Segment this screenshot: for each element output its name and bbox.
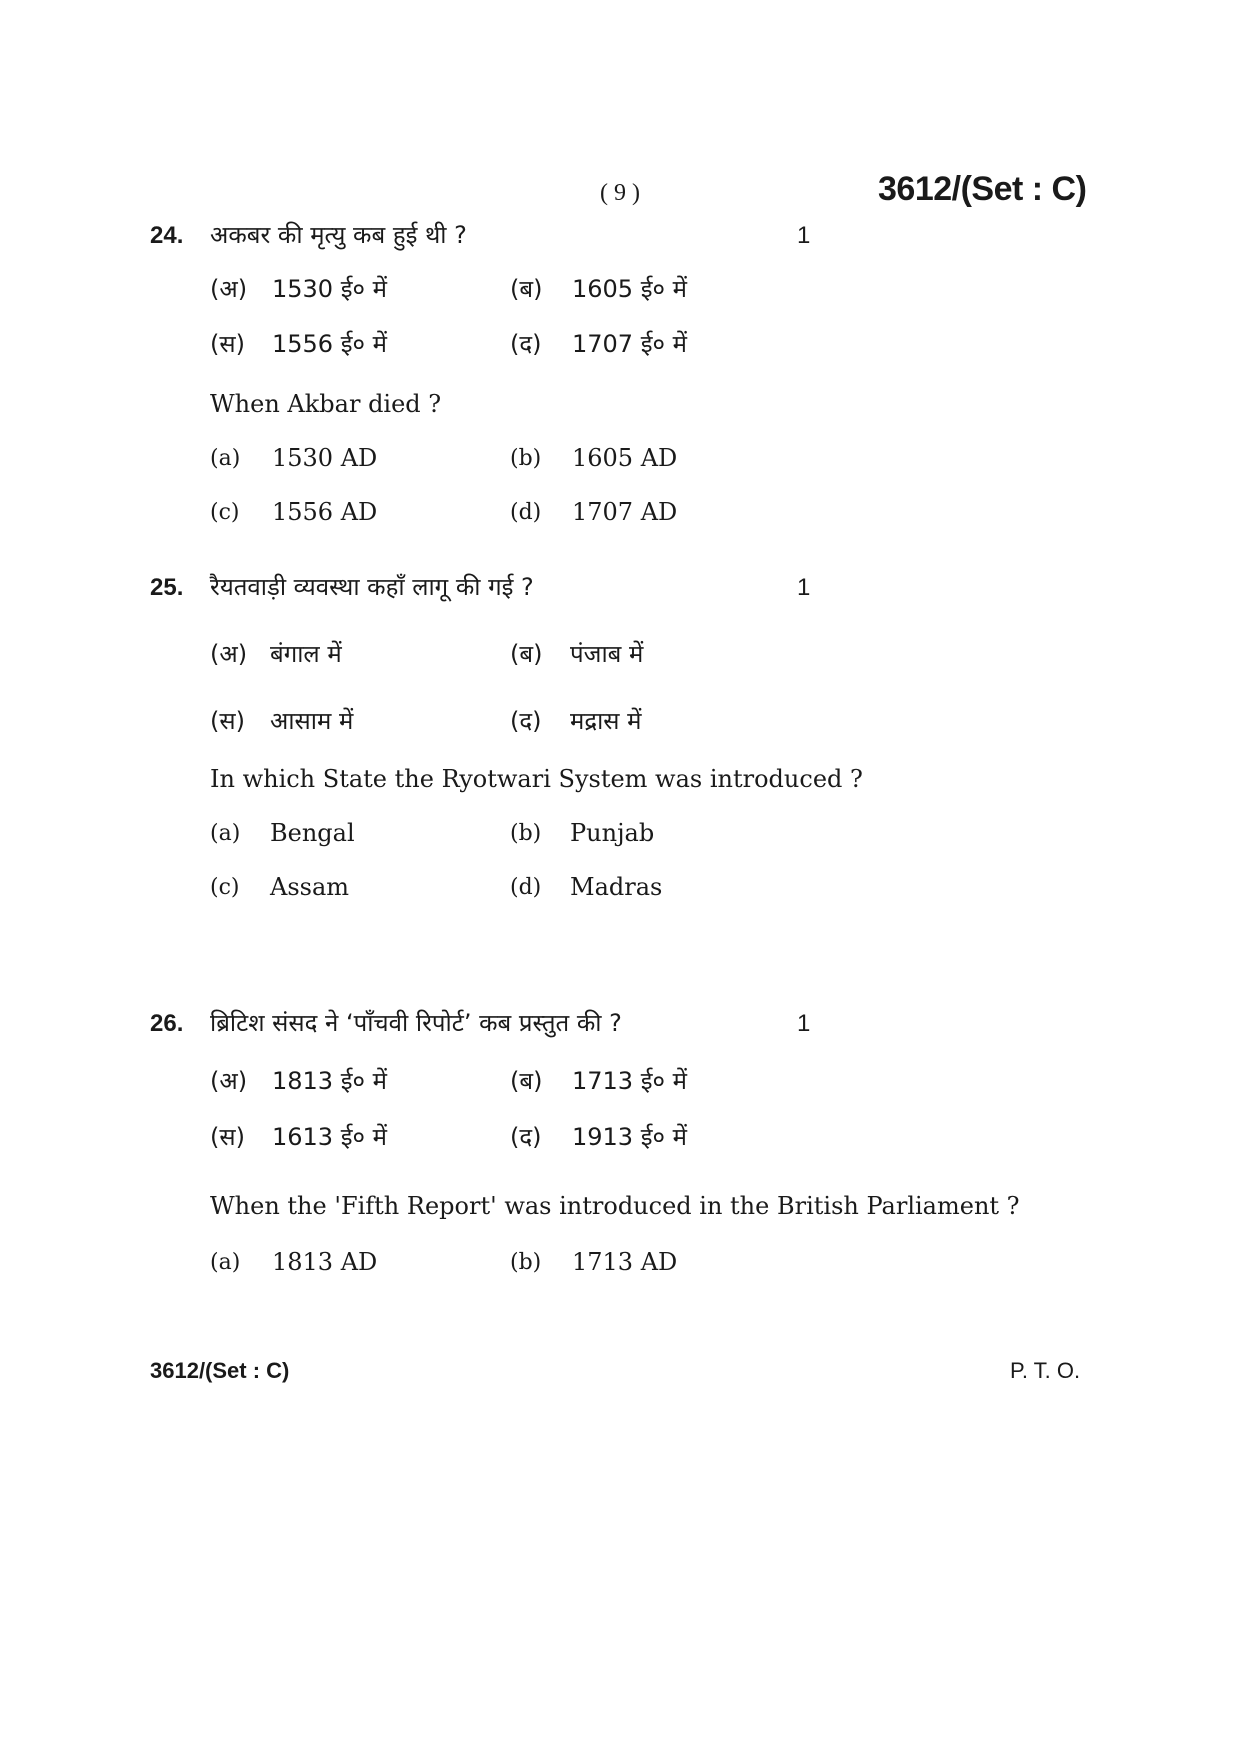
q26-hi-option-b-label: (ब) (510, 1067, 543, 1095)
q24-en-option-a-label: (a) (210, 446, 241, 471)
q25-en-option-a-label: (a) (210, 821, 241, 846)
q25-en-option-a-text: Bengal (270, 819, 355, 847)
question-25-number: 25. (150, 574, 184, 601)
question-26-english-text: When the 'Fifth Report' was introduced in the British Parliament ? (210, 1192, 1020, 1220)
q25-hi-option-b-label: (ब) (510, 640, 543, 668)
q24-hi-option-c-label: (स) (210, 330, 245, 358)
page-number: ( 9 ) (600, 180, 640, 206)
q26-hi-option-b-text: 1713 ई० में (572, 1067, 687, 1095)
question-25-hindi-text: रैयतवाड़ी व्यवस्था कहाँ लागू की गई ? (210, 573, 534, 601)
question-24-marks: 1 (797, 222, 811, 249)
q24-hi-option-b-label: (ब) (510, 275, 543, 303)
q25-hi-option-c-label: (स) (210, 707, 245, 735)
q25-hi-option-c-text: आसाम में (270, 707, 354, 735)
q24-hi-option-a-label: (अ) (210, 275, 248, 303)
q24-en-option-a-text: 1530 AD (272, 444, 378, 472)
q24-hi-option-a-text: 1530 ई० में (272, 275, 387, 303)
question-26-number: 26. (150, 1010, 184, 1037)
question-26-marks: 1 (797, 1010, 811, 1037)
q24-en-option-d-text: 1707 AD (572, 498, 678, 526)
q24-hi-option-c-text: 1556 ई० में (272, 330, 387, 358)
q26-hi-option-a-label: (अ) (210, 1067, 248, 1095)
q26-en-option-a-label: (a) (210, 1250, 241, 1275)
header-set-code: 3612/(Set : C) (878, 170, 1087, 208)
question-24-hindi-text: अकबर की मृत्यु कब हुई थी ? (210, 221, 467, 249)
q25-en-option-b-text: Punjab (570, 819, 655, 847)
question-25-marks: 1 (797, 574, 811, 601)
q26-en-option-b-label: (b) (510, 1250, 542, 1275)
q26-hi-option-d-label: (द) (510, 1123, 542, 1151)
q26-hi-option-a-text: 1813 ई० में (272, 1067, 387, 1095)
question-24-english-text: When Akbar died ? (210, 390, 442, 418)
q25-hi-option-b-text: पंजाब में (570, 640, 644, 668)
footer-pto: P. T. O. (1010, 1358, 1081, 1383)
q25-hi-option-a-label: (अ) (210, 640, 248, 668)
q24-en-option-c-label: (c) (210, 500, 240, 525)
q26-en-option-b-text: 1713 AD (572, 1248, 678, 1276)
q25-hi-option-d-label: (द) (510, 707, 542, 735)
q25-en-option-d-text: Madras (570, 873, 663, 901)
q25-hi-option-a-text: बंगाल में (270, 640, 342, 668)
question-24-number: 24. (150, 222, 184, 249)
q26-hi-option-c-text: 1613 ई० में (272, 1123, 387, 1151)
q24-hi-option-b-text: 1605 ई० में (572, 275, 687, 303)
q25-en-option-b-label: (b) (510, 821, 542, 846)
q24-en-option-c-text: 1556 AD (272, 498, 378, 526)
q25-hi-option-d-text: मद्रास में (570, 707, 642, 735)
q25-en-option-c-label: (c) (210, 875, 240, 900)
q24-en-option-b-text: 1605 AD (572, 444, 678, 472)
question-25-english-text: In which State the Ryotwari System was introduced ? (210, 765, 863, 793)
q25-en-option-d-label: (d) (510, 875, 542, 900)
question-26-hindi-text: ब्रिटिश संसद ने ‘पाँचवी रिपोर्ट’ कब प्रस्तुत की ? (210, 1009, 622, 1037)
q26-hi-option-d-text: 1913 ई० में (572, 1123, 687, 1151)
footer-set-code: 3612/(Set : C) (150, 1358, 290, 1383)
q24-en-option-d-label: (d) (510, 500, 542, 525)
q24-hi-option-d-text: 1707 ई० में (572, 330, 687, 358)
q26-hi-option-c-label: (स) (210, 1123, 245, 1151)
q26-en-option-a-text: 1813 AD (272, 1248, 378, 1276)
q24-en-option-b-label: (b) (510, 446, 542, 471)
q25-en-option-c-text: Assam (270, 873, 350, 901)
q24-hi-option-d-label: (द) (510, 330, 542, 358)
